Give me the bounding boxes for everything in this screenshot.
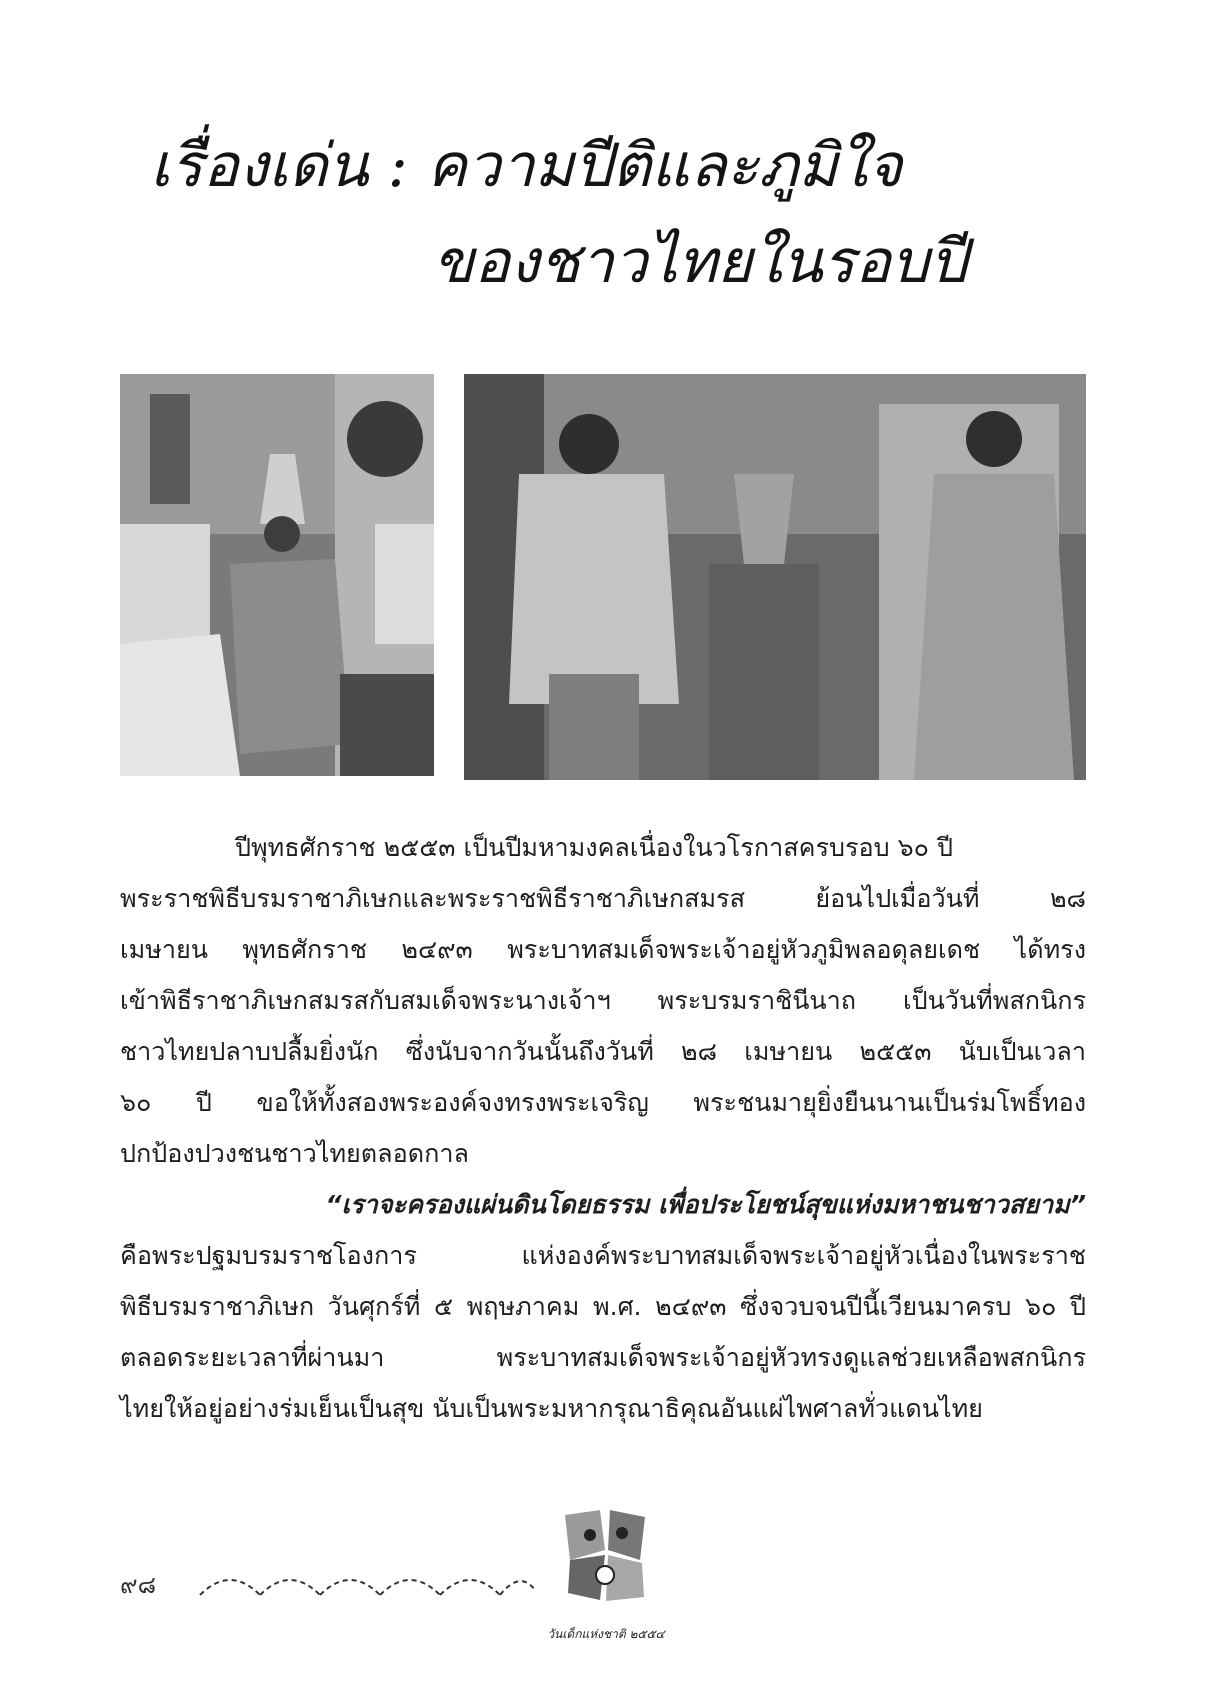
decorative-arc-border (195, 1560, 540, 1600)
title-line-2: ของชาวไทยในรอบปี (433, 227, 968, 297)
royal-wedding-photo (464, 374, 1086, 780)
paragraph-1-line: ปีพุทธศักราช ๒๕๕๓ เป็นปีมหามงคลเนื่องในวโรกาสครบรอบ ๖๐ ปี (235, 833, 953, 862)
logo-caption: วันเด็กแห่งชาติ ๒๕๕๔ (547, 1627, 665, 1641)
paragraph-1-line: ๖๐ ปี ขอให้ทั้งสองพระองค์จงทรงพระเจริญ พระชนมายุยิ่งยืนนานเป็นร่มโพธิ์ทอง (120, 1088, 1086, 1117)
paragraph-2-line: ตลอดระยะเวลาที่ผ่านมา พระบาทสมเด็จพระเจ้าอยู่หัวทรงดูแลช่วยเหลือพสกนิกร (120, 1343, 1086, 1372)
childrens-day-logo-icon (560, 1505, 650, 1605)
paragraph-1-line: ปกป้องปวงชนชาวไทยตลอดกาล (120, 1139, 469, 1168)
paragraph-2-line: คือพระปฐมบรมราชโองการ แห่งองค์พระบาทสมเด็จพระเจ้าอยู่หัวเนื่องในพระราช (120, 1241, 1086, 1270)
royal-quote: “เราจะครองแผ่นดินโดยธรรม เพื่อประโยชน์สุขแห่งมหาชนชาวสยาม” (325, 1190, 1086, 1219)
page-number: ๙๘ (120, 1571, 157, 1599)
paragraph-1-line: เข้าพิธีราชาภิเษกสมรสกับสมเด็จพระนางเจ้าฯ พระบรมราชินีนาถ เป็นวันที่พสกนิกร (120, 986, 1086, 1015)
article-body (120, 822, 1086, 1434)
paragraph-1-line: พระราชพิธีบรมราชาภิเษกและพระราชพิธีราชาภิเษกสมรส ย้อนไปเมื่อวันที่ ๒๘ (120, 884, 1086, 913)
paragraph-1-line: ชาวไทยปลาบปลื้มยิ่งนัก ซึ่งนับจากวันนั้นถึงวันที่ ๒๘ เมษายน ๒๕๕๓ นับเป็นเวลา (120, 1037, 1086, 1066)
paragraph-2-line: ไทยให้อยู่อย่างร่มเย็นเป็นสุข นับเป็นพระมหากรุณาธิคุณอันแผ่ไพศาลทั่วแดนไทย (120, 1394, 983, 1423)
coronation-photo (120, 374, 434, 776)
title-line-1: เรื่องเด่น : ความปีติและภูมิใจ (150, 131, 903, 201)
paragraph-1-line: เมษายน พุทธศักราช ๒๔๙๓ พระบาทสมเด็จพระเจ้าอยู่หัวภูมิพลอดุลยเดช ได้ทรง (120, 935, 1086, 964)
article-title (150, 118, 1050, 310)
paragraph-2-line: พิธีบรมราชาภิเษก วันศุกร์ที่ ๕ พฤษภาคม พ.ศ. ๒๔๙๓ ซึ่งจวบจนปีนี้เวียนมาครบ ๖๐ ปี (120, 1292, 1086, 1321)
